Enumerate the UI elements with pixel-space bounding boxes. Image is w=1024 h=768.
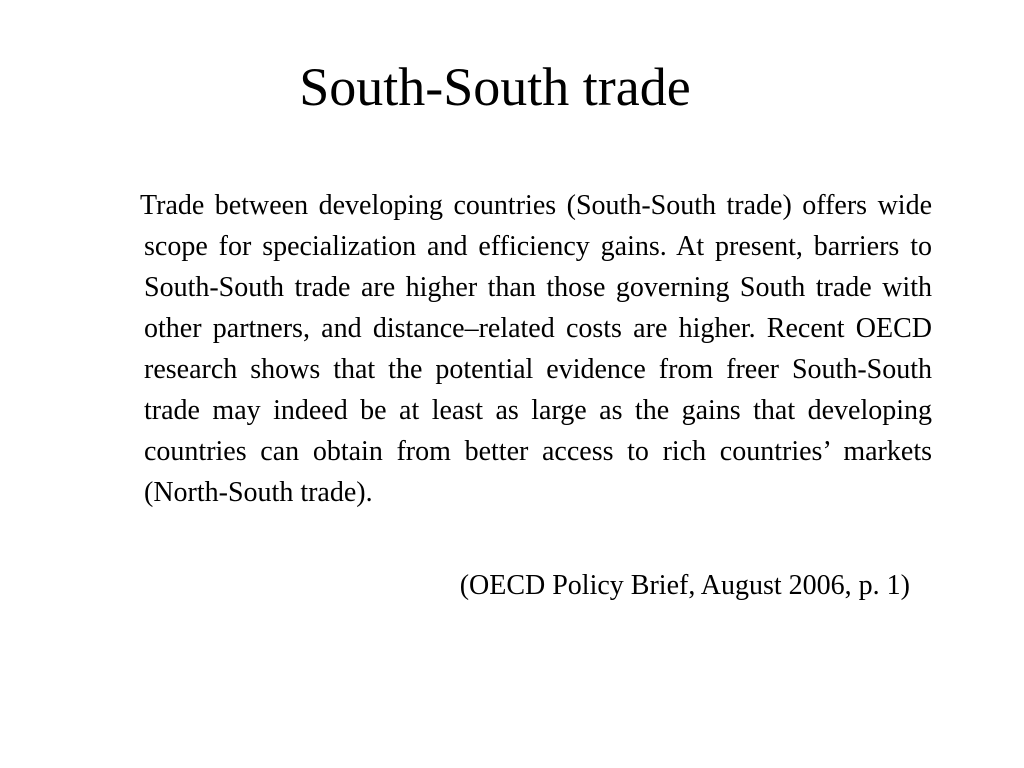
body-paragraph: Trade between developing countries (South-South trade) offers wide scope for specialization and efficiency gains. At present, barriers to South-South trade are higher than those governing South trade with other partners, and distance–related costs are higher. Recent OECD research shows that the potential evidence from freer South-South trade may indeed be at least as large as the gains that developing countries can obtain from better access to rich countries’ markets (North-South trade). xyxy=(140,190,932,508)
citation: (OECD Policy Brief, August 2006, p. 1) xyxy=(459,570,910,601)
slide-title: South-South trade xyxy=(299,57,691,117)
